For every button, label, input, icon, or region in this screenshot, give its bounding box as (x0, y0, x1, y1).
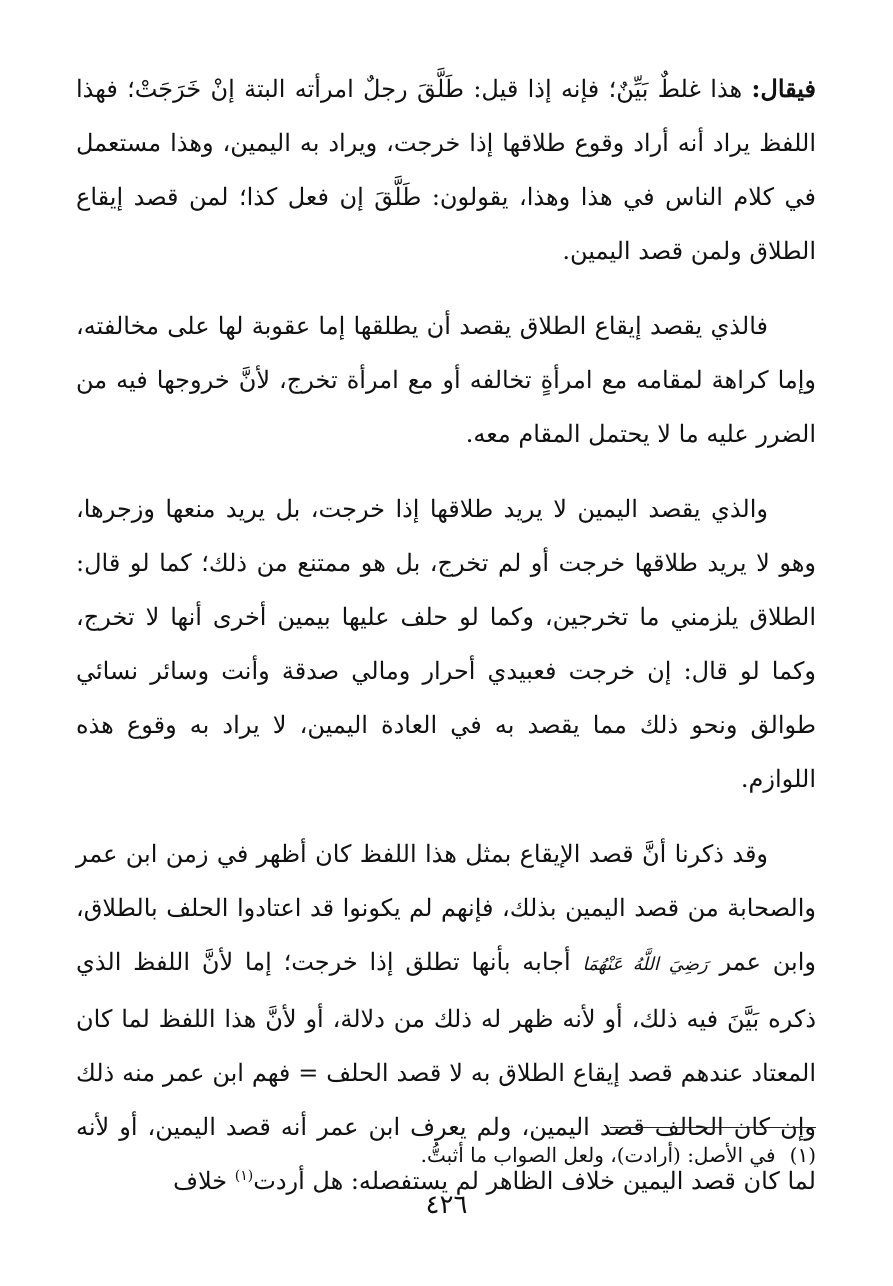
paragraph-4-text-b: أجابه بأنها تطلق إذا خرجت؛ إما لأنَّ اللفظ الذي ذكره بَيَّنَ فيه ذلك، أو لأنه ظهر له ذلك من دلالة، أو لأنَّ هذا اللفظ لما كان المعتاد عندهم قصد إيقاع الطلاق به لا قصد الحلف = فهم ابن عمر منه ذلك وإن كان الحالف قصد اليمين، ولم يعرف ابن عمر أنه قصد اليمين، أو لأنه لما كان قصد اليمين خلاف الظاهر لم يستفصله: هل أردت (76, 948, 817, 1195)
paragraph-4-text-c: خلاف (173, 1167, 228, 1195)
paragraph-lead-word: فيقال: (751, 74, 816, 103)
paragraph-1 (76, 62, 816, 278)
paragraph-1-text: هذا غلطٌ بَيِّنٌ؛ فإنه إذا قيل: طَلَّقَ رجلٌ امرأته البتة إنْ خَرَجَتْ؛ فهذا اللفظ يراد أنه أراد وقوع طلاقها إذا خرجت، ويراد به اليمين، وهذا مستعمل في كلام الناس في هذا وهذا، يقولون: طَلَّقَ إن فعل كذا؛ لمن قصد إيقاع الطلاق ولمن قصد اليمين. (76, 75, 816, 265)
footnote-reference[interactable]: (١) (234, 1168, 254, 1184)
main-text (76, 62, 816, 1229)
page-number: ٤٢٦ (425, 1190, 468, 1220)
paragraph-3: والذي يقصد اليمين لا يريد طلاقها إذا خرجت، بل يريد منعها وزجرها، وهو لا يريد طلاقها خرجت أو لم تخرج، بل هو ممتنع من ذلك؛ كما لو قال: الطلاق يلزمني ما تخرجين، وكما لو حلف عليها بيمين أخرى أنها لا تخرج، وكما لو قال: إن خرجت فعبيدي أحرار ومالي صدقة وأنت وسائر نسائي طوالق ونحو ذلك مما يقصد به في العادة اليمين، لا يراد به وقوع هذه اللوازم. (76, 495, 817, 793)
paragraph-4-text-a: وقد ذكرنا أنَّ قصد الإيقاع بمثل هذا اللفظ كان أظهر في زمن ابن عمر والصحابة من قصد اليمين بذلك، فإنهم لم يكونوا قد اعتادوا الحلف بالطلاق، وابن عمر (76, 840, 816, 976)
footnote (76, 1137, 816, 1173)
footnote-number: (١) (789, 1143, 816, 1167)
footnote-divider (610, 1127, 816, 1128)
honorific-phrase: رَضِيَ اللَّهُ عَنْهُمَا (582, 954, 708, 975)
paragraph-2: فالذي يقصد إيقاع الطلاق يقصد أن يطلقها إما عقوبة لها على مخالفته، وإما كراهة لمقامه مع امرأةٍ تخالفه أو مع امرأة تخرج، لأنَّ خروجها فيه من الضرر عليه ما لا يحتمل المقام معه. (76, 312, 816, 448)
footnote-text: في الأصل: (أرادت)، ولعل الصواب ما أثبتُّ. (420, 1143, 776, 1167)
